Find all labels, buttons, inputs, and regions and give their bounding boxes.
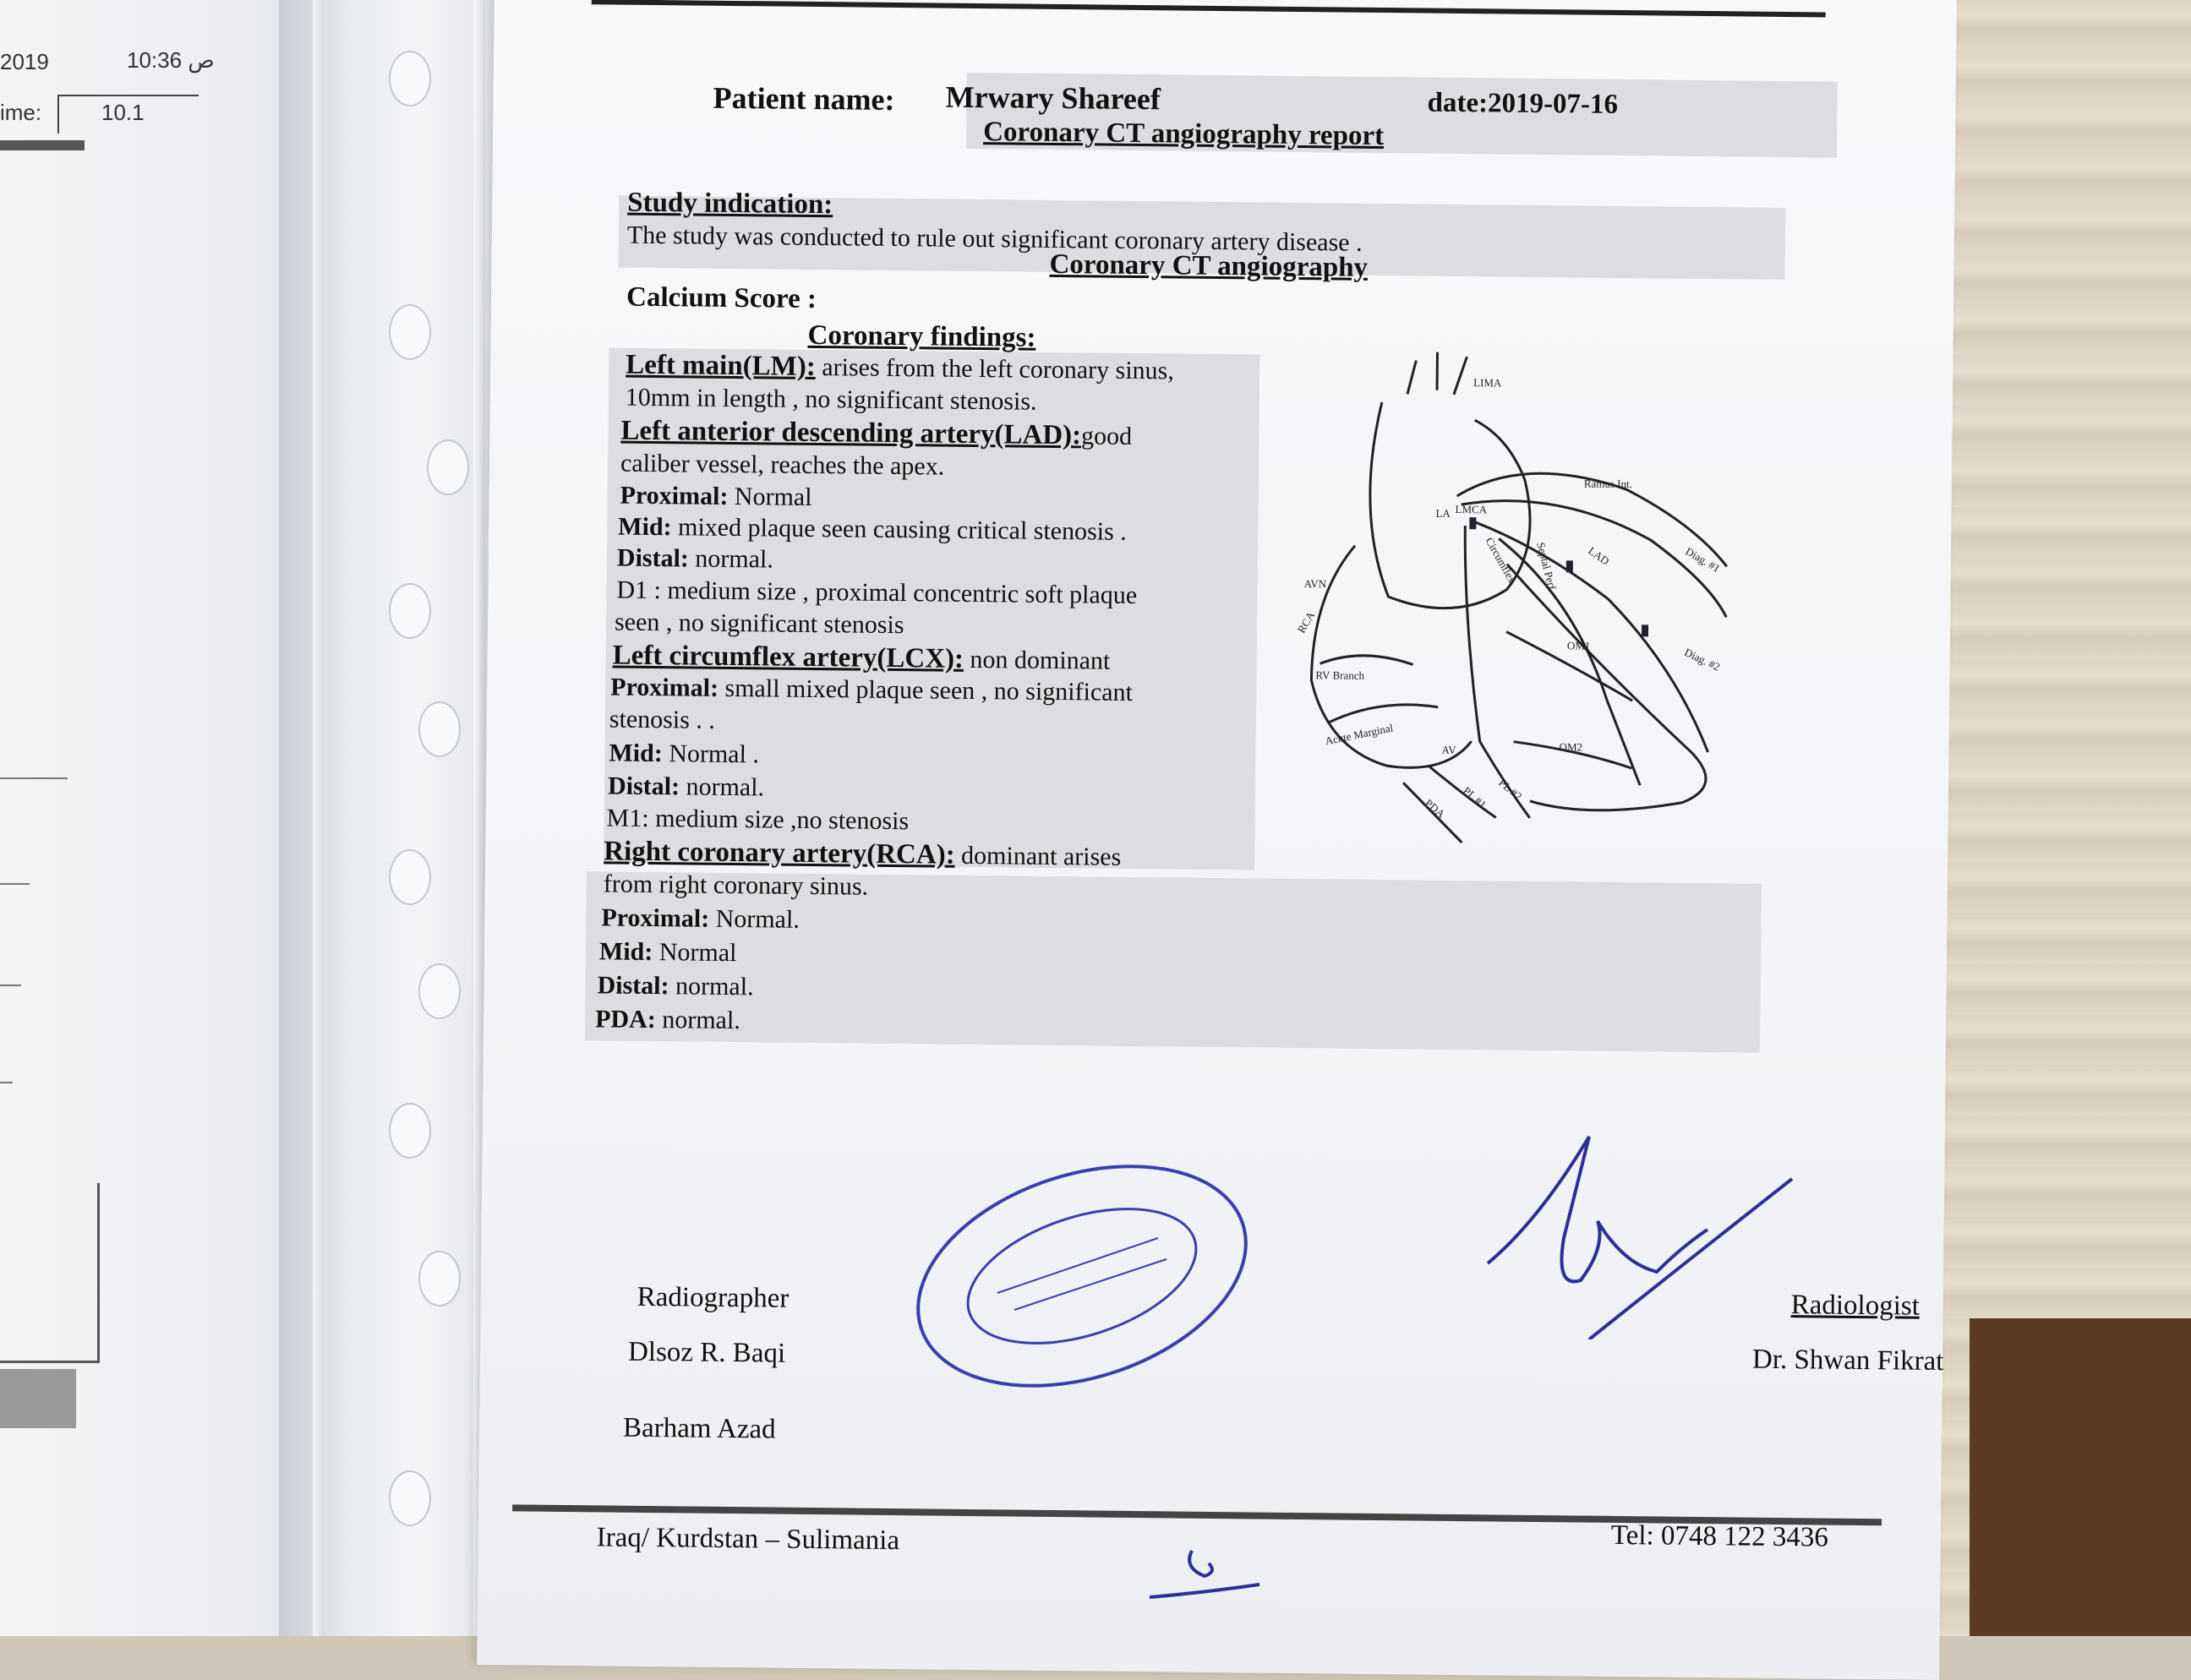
stamp-outer-ring [904, 1154, 1259, 1399]
label-pl1: PL #1 [1461, 783, 1489, 811]
lad-mid [618, 513, 1127, 547]
label-la: LA [1435, 506, 1451, 520]
lcx-mid [609, 739, 759, 769]
rca-line1 [604, 836, 1121, 872]
lad-heading: Left anterior descending artery(LAD): [620, 415, 1082, 451]
rca-distal [597, 971, 753, 1001]
lcx-proximal [610, 673, 1133, 706]
lad-stenosis-marker [1469, 517, 1476, 529]
bg-rule [0, 777, 68, 779]
rca-line2: from right coronary sinus. [603, 870, 869, 901]
radiographer-title: Radiographer [637, 1281, 790, 1314]
lcx-proximal-label: Proximal: [610, 673, 719, 702]
footer-address: Iraq/ Kurdstan – Sulimania [596, 1522, 900, 1557]
coronary-artery-diagram [1250, 341, 1779, 862]
label-diag2: Diag. #2 [1682, 645, 1723, 674]
punch-hole [389, 583, 431, 639]
label-acute-marginal: Acute Marginal [1324, 721, 1395, 748]
lad-d1-line1: D1 : medium size , proximal concentric soft plaque [616, 575, 1138, 609]
lad-distal [617, 544, 773, 575]
label-pda: PDA [1422, 796, 1448, 821]
rca-mid-label: Mid: [598, 937, 653, 967]
lad-proximal-label: Proximal: [620, 481, 729, 510]
radiologist-title: Radiologist [1790, 1290, 1921, 1322]
lad-distal-value: normal. [688, 544, 774, 574]
sleeve-strip [313, 0, 325, 1636]
lcx-text1: non dominant [963, 645, 1111, 675]
punch-hole [418, 701, 461, 757]
lad-line1 [620, 416, 1132, 452]
official-stamp [904, 1154, 1259, 1399]
report-title: Coronary CT angiography report [982, 117, 1385, 152]
lm-text1: arises from the left coronary sinus, [815, 353, 1174, 385]
bg-bar [0, 140, 85, 150]
bg-shade [0, 1369, 76, 1428]
rca-distal-value: normal. [669, 972, 754, 1001]
rca-mid-value: Normal [653, 938, 737, 968]
aortic-branches [1407, 352, 1467, 395]
rca-mid [599, 937, 737, 968]
lm-line2: 10mm in length , no significant stenosis. [625, 383, 1037, 416]
lcx-line1 [612, 641, 1110, 677]
label-lmca: LMCA [1455, 502, 1488, 516]
bg-rule [0, 883, 30, 885]
bg-rule [0, 1082, 13, 1083]
radiologist-signature [1471, 1120, 1809, 1339]
label-lad: LAD [1586, 543, 1612, 568]
label-circumflex: Circumflex [1483, 535, 1519, 586]
punch-hole [418, 1251, 461, 1306]
report-sheet [477, 0, 1957, 1680]
lad-d1-line2: seen , no significant stenosis [614, 608, 904, 640]
punch-hole [389, 1103, 431, 1159]
rca-distal-label: Distal: [597, 971, 669, 1001]
stamp-inner-ring [951, 1183, 1213, 1369]
label-rca: RCA [1294, 608, 1318, 635]
calcium-score: Calcium Score : [626, 281, 817, 315]
radiologist-name: Dr. Shwan Fikrat [1751, 1344, 1944, 1377]
bg-year: 2019 [0, 49, 49, 74]
patient-label: Patient name: [713, 80, 895, 117]
mark-stroke [1150, 1551, 1259, 1597]
bg-time-label: ime: [0, 100, 42, 125]
lad-proximal-value: Normal [728, 482, 812, 511]
label-septal: Septal Perf. [1534, 540, 1560, 594]
report-date: date:2019-07-16 [1427, 87, 1619, 120]
punch-hole [389, 849, 431, 905]
bg-time: 10:36 ص [127, 47, 215, 73]
radiographer-name-1: Dlsoz R. Baqi [627, 1336, 786, 1369]
lad-text1: good [1080, 422, 1133, 450]
rca-proximal-label: Proximal: [601, 903, 710, 933]
lm-line1 [626, 350, 1174, 387]
lcx-distal-value: normal. [679, 772, 765, 802]
label-diag1: Diag. #1 [1683, 544, 1723, 575]
study-indication-heading: Study indication: [627, 187, 833, 221]
label-ramus: Ramus Int. [1583, 477, 1633, 491]
lcx-mid-label: Mid: [609, 739, 663, 768]
lm-heading: Left main(LM): [626, 349, 816, 383]
lad-mid-label: Mid: [618, 512, 672, 542]
punch-hole [427, 439, 469, 495]
lad-proximal [620, 482, 811, 512]
lad-distal-label: Distal: [616, 543, 690, 573]
rca-branches [1320, 655, 1439, 723]
punch-hole [389, 1470, 431, 1526]
lcx-mid-value: Normal . [662, 739, 760, 769]
rca-proximal [601, 903, 800, 934]
label-om1: OM1 [1566, 639, 1591, 652]
label-lima: LIMA [1473, 376, 1502, 390]
om-stenosis-marker [1642, 625, 1648, 636]
findings-heading: Coronary findings: [807, 319, 1036, 353]
punch-hole [389, 51, 431, 106]
punch-hole [389, 304, 431, 360]
label-rv-branch: RV Branch [1315, 668, 1365, 682]
rca-pda [595, 1005, 740, 1035]
rca-heading: Right coronary artery(RCA): [604, 836, 955, 870]
label-av: AV [1441, 743, 1456, 756]
circumflex-vessel [1462, 526, 1533, 818]
lcx-distal-label: Distal: [607, 772, 680, 801]
rca-pda-value: normal. [655, 1006, 740, 1035]
signature-stroke [1488, 1137, 1707, 1281]
lcx-proximal-value: small mixed plaque seen , no significant [718, 674, 1134, 706]
signature-tail [1589, 1179, 1792, 1339]
top-rule [592, 0, 1826, 17]
radiographer-name-2: Barham Azad [622, 1412, 776, 1445]
label-om2: OM2 [1559, 740, 1583, 754]
study-indication-text: The study was conducted to rule out significant coronary artery disease . [626, 221, 1363, 257]
bg-rule [0, 985, 21, 986]
lcx-heading: Left circumflex artery(LCX): [612, 640, 964, 674]
bg-time-value: 10.1 [101, 100, 145, 125]
label-avn: AVN [1303, 577, 1327, 591]
lcx-m1: M1: medium size ,no stenosis [606, 804, 910, 836]
lad-line2: caliber vessel, reaches the apex. [620, 449, 945, 481]
stamp-text-marks [997, 1238, 1167, 1310]
rca-proximal-value: Normal. [708, 904, 800, 934]
lad-mid-value: mixed plaque seen causing critical stenosis . [671, 513, 1127, 546]
lcx-proximal2: stenosis . . [609, 705, 716, 734]
section-title: Coronary CT angiography [1049, 248, 1369, 283]
desk-edge [1970, 1318, 2191, 1636]
patient-name: Mrwary Shareef [945, 79, 1161, 117]
footer-tel: Tel: 0748 122 3436 [1610, 1519, 1829, 1553]
punch-hole [418, 963, 461, 1019]
rca-pda-label: PDA: [594, 1005, 656, 1034]
diag-stenosis-marker [1566, 560, 1573, 572]
bg-frame [0, 1183, 100, 1363]
label-pl2: PL #2 [1496, 776, 1525, 803]
rca-text1: dominant arises [954, 841, 1122, 871]
lcx-distal [608, 772, 764, 802]
handwritten-mark [1133, 1538, 1268, 1606]
